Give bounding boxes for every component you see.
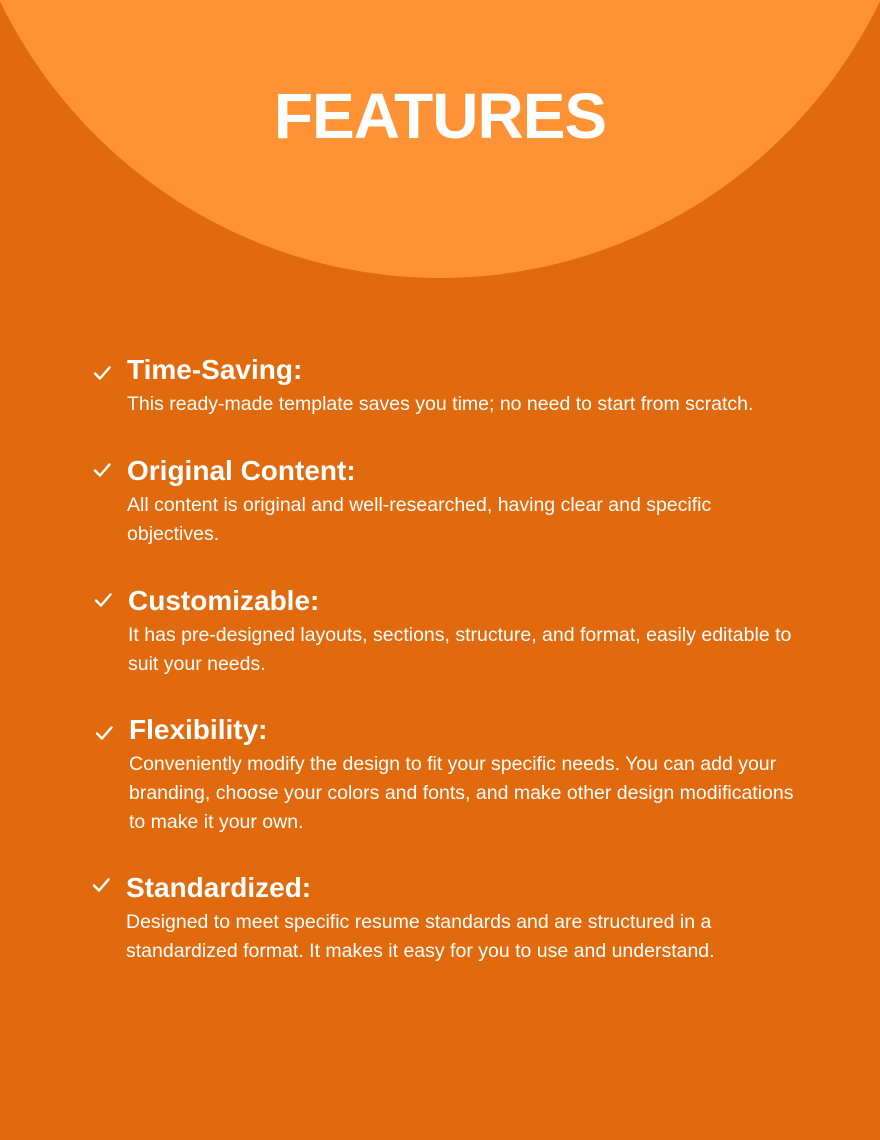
feature-title: Original Content: [127, 455, 356, 486]
feature-title: Customizable: [128, 585, 320, 616]
check-icon [92, 876, 114, 898]
feature-title: Time-Saving: [127, 354, 303, 385]
feature-description: Conveniently modify the design to fit your specific needs. You can add your branding, choose your colors and fonts, and make other design modifications to make it your own. [129, 753, 794, 833]
feature-description: It has pre-designed layouts, sections, structure, and format, easily editable to suit your needs. [128, 624, 792, 675]
check-icon [93, 461, 115, 483]
feature-title: Standardized: [126, 872, 312, 903]
feature-description: Designed to meet specific resume standards and are structured in a standardized format. It makes it easy for you to use and understand. [126, 911, 715, 962]
check-icon [93, 364, 115, 386]
feature-description: All content is original and well-researched, having clear and specific objectives. [127, 494, 712, 545]
feature-title: Flexibility: [129, 714, 268, 745]
feature-description: This ready-made template saves you time; no need to start from scratch. [127, 393, 754, 415]
check-icon [95, 724, 117, 746]
check-icon [94, 591, 116, 613]
page-title: FEATURES [273, 80, 607, 152]
